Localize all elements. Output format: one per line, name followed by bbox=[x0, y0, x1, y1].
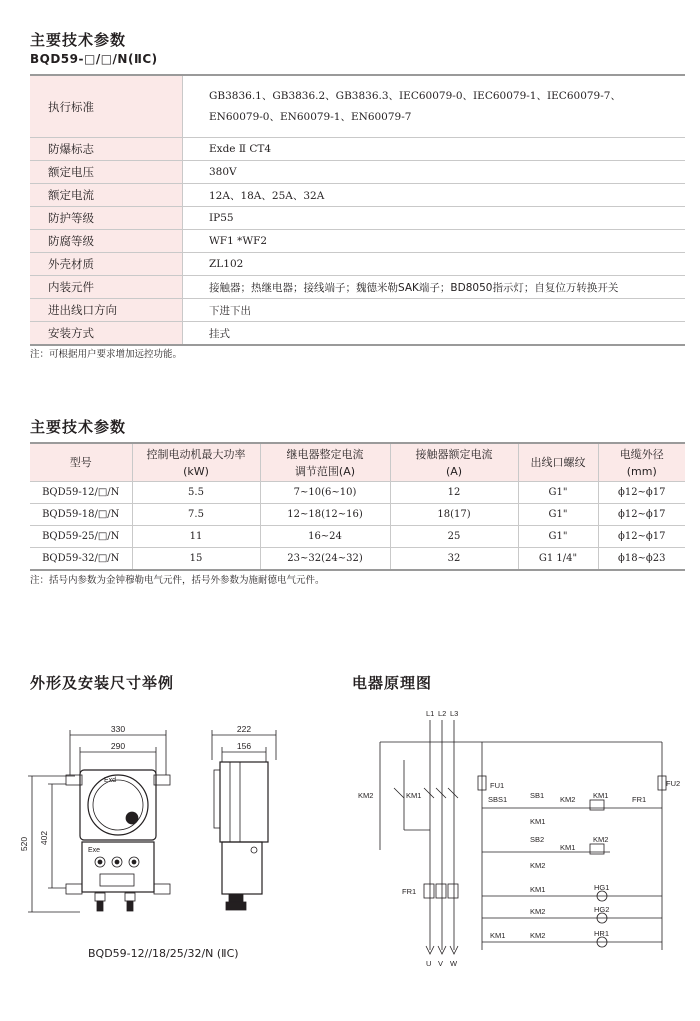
spec-table bbox=[30, 74, 685, 346]
label-km1-main: KM1 bbox=[406, 791, 422, 800]
table-cell: ϕ18~ϕ23 bbox=[598, 548, 685, 571]
spec-value: 接触器；热继电器；接线端子；魏德米勒SAK端子；BD8050指示灯；自复位万转换开关 bbox=[183, 276, 686, 299]
spec-value: 挂式 bbox=[183, 322, 686, 346]
selector-switch-icon bbox=[126, 812, 138, 824]
table-cell: 32 bbox=[390, 548, 518, 571]
circuit-schematic bbox=[350, 700, 680, 970]
header-line: (A) bbox=[445, 464, 463, 478]
table-cell: 23~32(24~32) bbox=[260, 548, 390, 571]
table-cell: 7~10(6~10) bbox=[260, 482, 390, 504]
header-line: (kW) bbox=[183, 464, 209, 478]
drawing-caption: BQD59-12//18/25/32/N (ⅡC) bbox=[88, 947, 239, 960]
spec-key: 内装元件 bbox=[30, 276, 183, 299]
label-km1-lamp: KM1 bbox=[530, 885, 546, 894]
header-line: 调节范围(A) bbox=[294, 464, 356, 478]
column-header bbox=[390, 443, 518, 482]
table-cell: G1" bbox=[518, 504, 598, 526]
param-note: 注：括号内参数为金钟穆勒电气元件，括号外参数为施耐德电气元件。 bbox=[30, 575, 325, 586]
header-line: 电缆外径 bbox=[619, 447, 664, 461]
dim-label-height-outer: 520 bbox=[19, 836, 29, 852]
mounting-ear bbox=[154, 884, 170, 894]
label-km2-interlock: KM2 bbox=[560, 795, 576, 804]
dim-label-depth-outer: 222 bbox=[236, 724, 252, 734]
header-line: 控制电动机最大功率 bbox=[146, 447, 246, 461]
table-cell: 15 bbox=[132, 548, 260, 571]
table-row bbox=[30, 253, 685, 276]
spec-value: 12A、18A、25A、32A bbox=[183, 184, 686, 207]
spec-value-line: GB3836.1、GB3836.2、GB3836.3、IEC60079-0、IEC60079-1、IEC60079-7、 bbox=[209, 89, 621, 102]
table-cell: ϕ12~ϕ17 bbox=[598, 482, 685, 504]
table-cell: G1" bbox=[518, 526, 598, 548]
dimension-drawing bbox=[0, 700, 350, 970]
label-hr1: HR1 bbox=[594, 929, 610, 938]
column-header bbox=[30, 443, 132, 482]
header-line: 出线口螺纹 bbox=[530, 456, 586, 469]
label-km2-coil: KM2 bbox=[593, 835, 609, 844]
table-row bbox=[30, 207, 685, 230]
exd-label: Exd bbox=[104, 777, 117, 784]
table-header-row bbox=[30, 443, 685, 482]
label-hg2: HG2 bbox=[594, 905, 610, 914]
spec-value bbox=[183, 75, 686, 138]
table-cell: 7.5 bbox=[132, 504, 260, 526]
label-phase-l2: L2 bbox=[438, 709, 447, 718]
label-km2-hold: KM2 bbox=[530, 861, 546, 870]
spec-value: ZL102 bbox=[183, 253, 686, 276]
spec-value: IP55 bbox=[183, 207, 686, 230]
param-table bbox=[30, 442, 685, 571]
label-km1-hold: KM1 bbox=[530, 817, 546, 826]
label-fu1: FU1 bbox=[490, 781, 505, 790]
table-row bbox=[30, 184, 685, 207]
section-title-schematic: 电器原理图 bbox=[352, 674, 433, 692]
spec-key: 安装方式 bbox=[30, 322, 183, 346]
table-cell: ϕ12~ϕ17 bbox=[598, 504, 685, 526]
thermal-relay-fr1 bbox=[424, 884, 434, 898]
spec-key: 防护等级 bbox=[30, 207, 183, 230]
label-sb1: SB1 bbox=[530, 791, 545, 800]
spec-value: WF1 *WF2 bbox=[183, 230, 686, 253]
side-upper-housing bbox=[220, 762, 268, 842]
table-cell: G1" bbox=[518, 482, 598, 504]
label-fr1-contact: FR1 bbox=[632, 795, 647, 804]
table-row bbox=[30, 504, 685, 526]
header-line: (mm) bbox=[626, 464, 657, 478]
column-header bbox=[260, 443, 390, 482]
table-cell: 18(17) bbox=[390, 504, 518, 526]
model-designation: BQD59-□/□/N(ⅡC) bbox=[30, 52, 158, 66]
exd-housing bbox=[80, 770, 156, 840]
spec-value: Exde Ⅱ CT4 bbox=[183, 138, 686, 161]
label-fr1-relay: FR1 bbox=[402, 887, 417, 896]
exe-nameplate bbox=[100, 874, 134, 886]
spec-key: 进出线口方向 bbox=[30, 299, 183, 322]
header-line: 接触器额定电流 bbox=[415, 447, 493, 461]
label-km1-coil: KM1 bbox=[593, 791, 609, 800]
exd-cover bbox=[88, 775, 148, 835]
table-cell: BQD59-12/□/N bbox=[30, 482, 132, 504]
label-fu2: FU2 bbox=[666, 779, 680, 788]
section-title-params: 主要技术参数 bbox=[30, 418, 127, 436]
table-cell: 12~18(12~16) bbox=[260, 504, 390, 526]
section-title-dimensions: 外形及安装尺寸举例 bbox=[30, 674, 175, 692]
label-phase-l3: L3 bbox=[450, 709, 459, 718]
column-header bbox=[132, 443, 260, 482]
label-km2-lamp-r: KM2 bbox=[530, 931, 546, 940]
table-row bbox=[30, 161, 685, 184]
label-output-v: V bbox=[438, 959, 444, 968]
table-cell: 11 bbox=[132, 526, 260, 548]
side-lower-housing bbox=[222, 842, 262, 894]
dim-label-width-inner: 290 bbox=[110, 741, 126, 751]
table-row bbox=[30, 299, 685, 322]
table-row bbox=[30, 526, 685, 548]
spec-value-line: EN60079-0、EN60079-1、EN60079-7 bbox=[209, 110, 412, 123]
dim-label-depth-inner: 156 bbox=[236, 741, 252, 751]
table-cell: BQD59-18/□/N bbox=[30, 504, 132, 526]
table-cell: 5.5 bbox=[132, 482, 260, 504]
table-cell: 25 bbox=[390, 526, 518, 548]
label-output-w: W bbox=[450, 959, 458, 968]
section-title-main-specs: 主要技术参数 bbox=[30, 31, 127, 49]
table-row bbox=[30, 548, 685, 571]
spec-key: 外壳材质 bbox=[30, 253, 183, 276]
label-hg1: HG1 bbox=[594, 883, 610, 892]
dim-label-height-inner: 402 bbox=[39, 830, 49, 846]
column-header bbox=[518, 443, 598, 482]
table-row bbox=[30, 75, 685, 138]
spec-value: 下进下出 bbox=[183, 299, 686, 322]
label-phase-l1: L1 bbox=[426, 709, 435, 718]
label-sbs1: SBS1 bbox=[488, 795, 508, 804]
table-row bbox=[30, 482, 685, 504]
spec-key: 额定电流 bbox=[30, 184, 183, 207]
label-km2-main: KM2 bbox=[358, 791, 374, 800]
table-row bbox=[30, 276, 685, 299]
table-row bbox=[30, 322, 685, 346]
column-header bbox=[598, 443, 685, 482]
table-cell: 12 bbox=[390, 482, 518, 504]
table-row bbox=[30, 230, 685, 253]
table-cell: 16~24 bbox=[260, 526, 390, 548]
coil-km1 bbox=[590, 800, 604, 810]
spec-value: 380V bbox=[183, 161, 686, 184]
mounting-ear bbox=[66, 884, 82, 894]
spec-key: 额定电压 bbox=[30, 161, 183, 184]
label-output-u: U bbox=[426, 959, 432, 968]
spec-key: 防腐等级 bbox=[30, 230, 183, 253]
dim-label-width-outer: 330 bbox=[110, 724, 126, 734]
table-cell: ϕ12~ϕ17 bbox=[598, 526, 685, 548]
table-row bbox=[30, 138, 685, 161]
spec-key: 执行标准 bbox=[30, 75, 183, 138]
label-km1-lamp-r: KM1 bbox=[490, 931, 506, 940]
spec-key: 防爆标志 bbox=[30, 138, 183, 161]
exe-label: Exe bbox=[88, 847, 101, 854]
table-cell: BQD59-25/□/N bbox=[30, 526, 132, 548]
label-sb2: SB2 bbox=[530, 835, 545, 844]
table-cell: G1 1/4" bbox=[518, 548, 598, 571]
label-km2-lamp: KM2 bbox=[530, 907, 546, 916]
header-line: 继电器整定电流 bbox=[286, 447, 364, 461]
header-line: 型号 bbox=[69, 456, 92, 469]
coil-km2 bbox=[590, 844, 604, 854]
spec-note: 注：可根据用户要求增加远控功能。 bbox=[30, 349, 183, 360]
table-cell: BQD59-32/□/N bbox=[30, 548, 132, 571]
label-km1-interlock: KM1 bbox=[560, 843, 576, 852]
